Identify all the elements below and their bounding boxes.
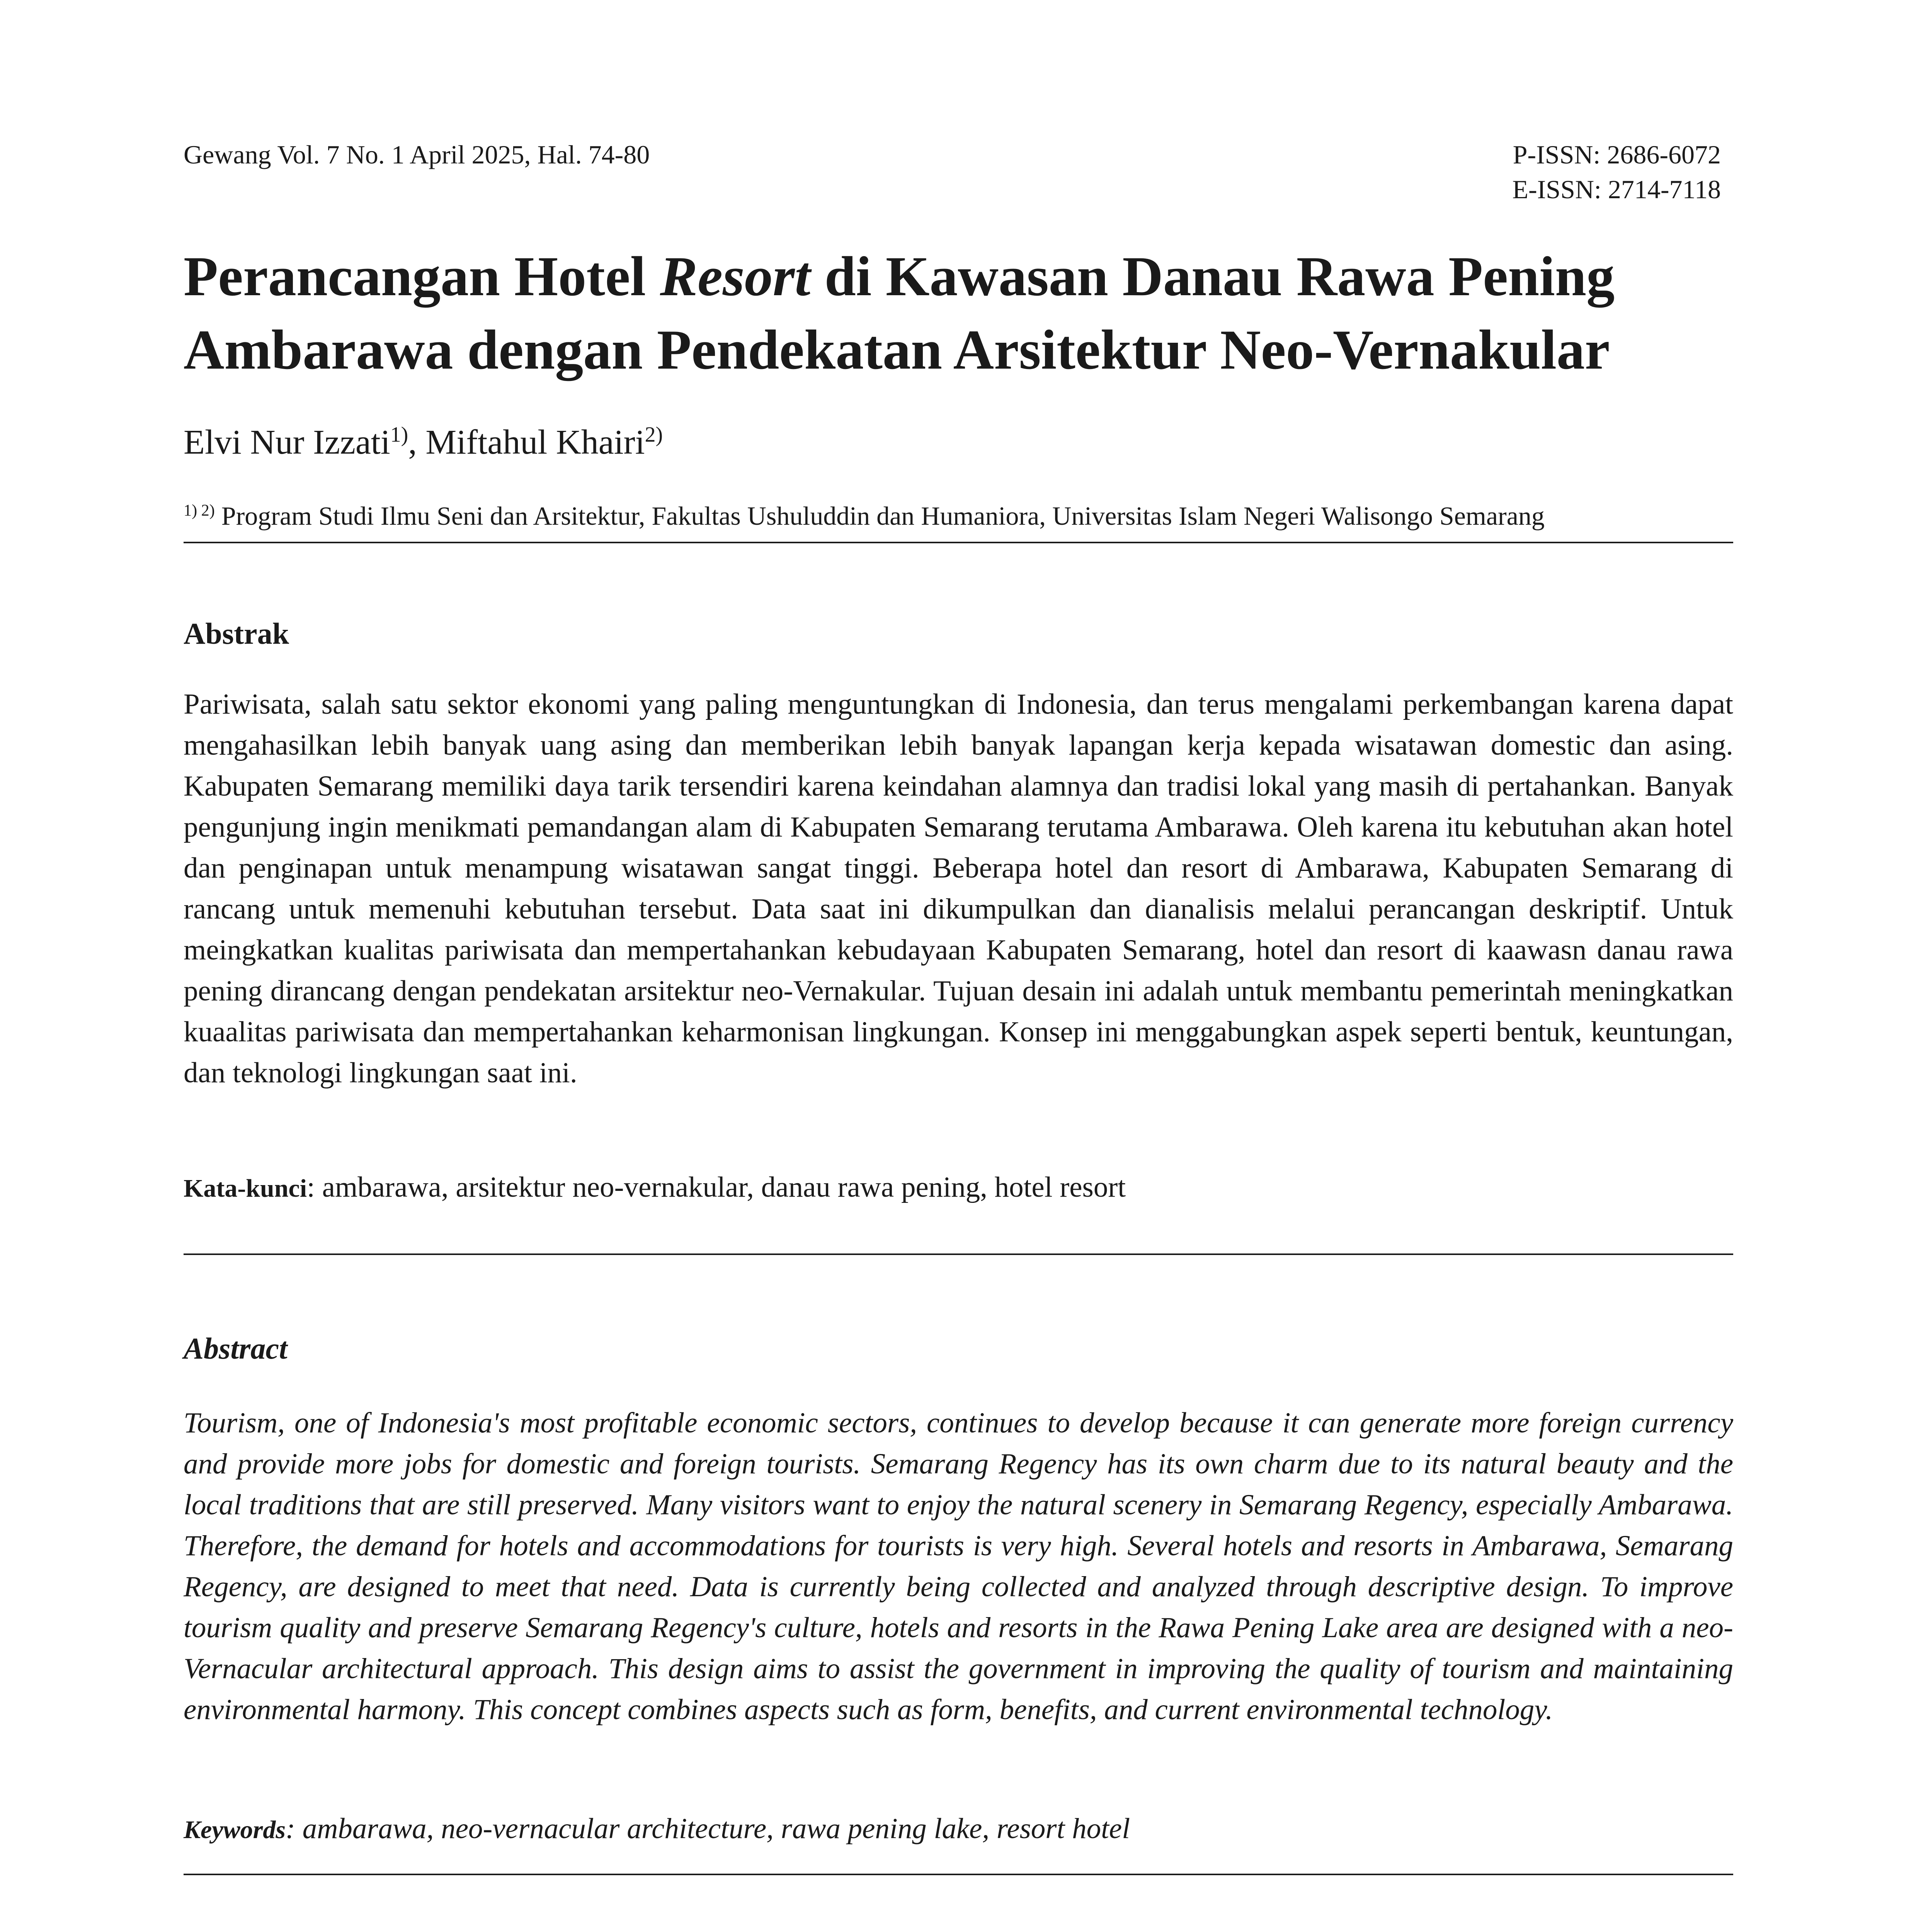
author-list	[184, 419, 663, 466]
affiliation	[184, 498, 1733, 543]
title-part1: Perancangan Hotel	[184, 245, 660, 308]
title-italic: Resort	[660, 245, 811, 308]
p-issn: P-ISSN: 2686-6072	[1513, 140, 1721, 169]
issn-block	[1512, 137, 1721, 207]
abstrak-body: Pariwisata, salah satu sektor ekonomi yang paling menguntungkan di Indonesia, dan terus mengalami perkembangan karena dapat mengahasilkan lebih banyak uang asing dan memberikan lebih banyak lapangan kerja kepada wisatawan domestic dan asing. Kabupaten Semarang memiliki daya tarik tersendiri karena keindahan alamnya dan tradisi lokal yang masih di pertahankan. Banyak pengunjung ingin menikmati pemandangan alam di Kabupaten Semarang terutama Ambarawa. Oleh karena itu kebutuhan akan hotel dan penginapan untuk menampung wisatawan sangat tinggi. Beberapa hotel dan resort di Ambarawa, Kabupaten Semarang di rancang untuk memenuhi kebutuhan tersebut. Data saat ini dikumpulkan dan dianalisis melalui perancangan deskriptif. Untuk meingkatkan kualitas pariwisata dan mempertahankan kebudayaan Kabupaten Semarang, hotel dan resort di kaawasn danau rawa pening dirancang dengan pendekatan arsitektur neo-Vernakular. Tujuan desain ini adalah untuk membantu pemerintah meningkatkan kuaalitas pariwisata dan mempertahankan keharmonisan lingkungan. Konsep ini menggabungkan aspek seperti bentuk, keuntungan, dan teknologi lingkungan saat ini.	[184, 688, 1733, 1089]
keywords-text: : ambarawa, neo-vernacular architecture, rawa pening lake, resort hotel	[286, 1813, 1130, 1845]
abstract-heading: Abstract	[184, 1332, 288, 1365]
journal-citation	[184, 137, 650, 172]
author-2-mark: 2)	[645, 423, 663, 447]
title-part2: di Kawasan Danau Rawa Pening Ambarawa dengan Pendekatan Arsitektur Neo-Vernakular	[184, 245, 1615, 381]
author-2: Miftahul Khairi	[425, 423, 645, 461]
journal-info: Gewang Vol. 7 No. 1 April 2025, Hal. 74-80	[184, 140, 650, 169]
author-1: Elvi Nur Izzati	[184, 423, 390, 461]
keywords-label: Keywords	[184, 1816, 286, 1844]
affiliation-text: Program Studi Ilmu Seni dan Arsitektur, Fakultas Ushuluddin dan Humaniora, Universitas Islam Negeri Walisongo Semarang	[214, 501, 1545, 531]
affiliation-marks: 1) 2)	[184, 501, 215, 520]
author-1-mark: 1)	[390, 423, 408, 447]
kata-kunci	[184, 1167, 1733, 1255]
kata-kunci-text: : ambarawa, arsitektur neo-vernakular, danau rawa pening, hotel resort	[307, 1171, 1126, 1203]
paper-title	[184, 240, 1768, 386]
abstrak-heading: Abstrak	[184, 617, 289, 650]
author-separator: ,	[408, 423, 426, 461]
e-issn: E-ISSN: 2714-7118	[1512, 175, 1721, 204]
keywords	[184, 1808, 1733, 1875]
abstract-body: Tourism, one of Indonesia's most profitable economic sectors, continues to develop because it can generate more foreign currency and provide more jobs for domestic and foreign tourists. Semarang Regency has its own charm due to its natural beauty and the local traditions that are still preserved. Many visitors want to enjoy the natural scenery in Semarang Regency, especially Ambarawa. Therefore, the demand for hotels and accommodations for tourists is very high. Several hotels and resorts in Ambarawa, Semarang Regency, are designed to meet that need. Data is currently being collected and analyzed through descriptive design. To improve tourism quality and preserve Semarang Regency's culture, hotels and resorts in the Rawa Pening Lake area are designed with a neo-Vernacular architectural approach. This design aims to assist the government in improving the quality of tourism and maintaining environmental harmony. This concept combines aspects such as form, benefits, and current environmental technology.	[184, 1407, 1733, 1726]
kata-kunci-label: Kata-kunci	[184, 1174, 307, 1202]
